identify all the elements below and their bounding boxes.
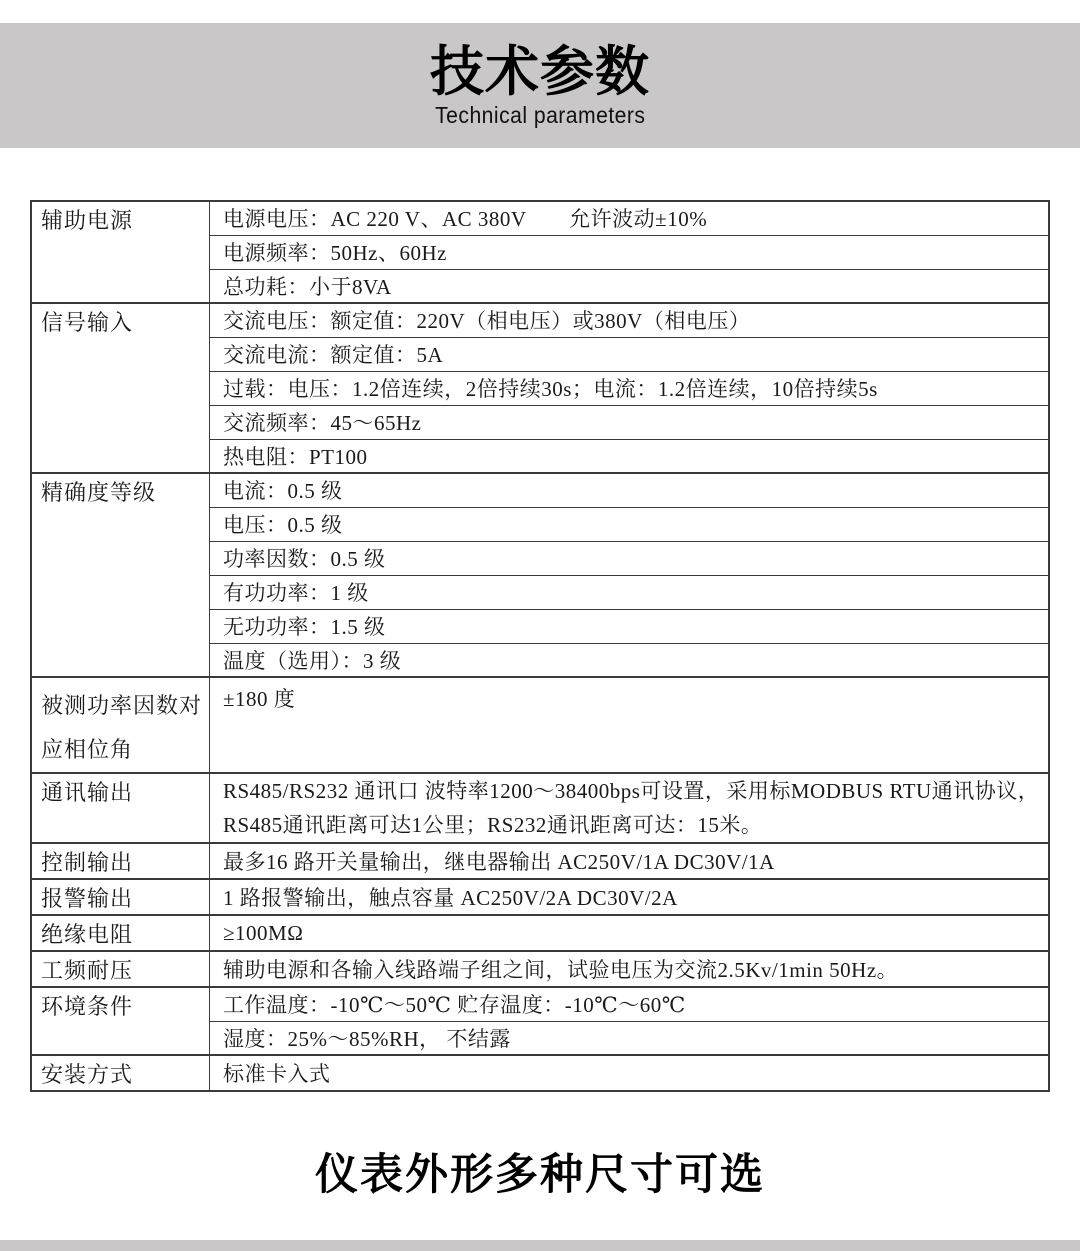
table-row <box>31 987 1049 1021</box>
cell-power-frequency-withstand: 辅助电源和各输入线路端子组之间，试验电压为交流2.5Kv/1min 50Hz。 <box>210 951 1050 987</box>
row-label-signal-input: 信号输入 <box>31 303 210 473</box>
page-subtitle: Technical parameters <box>434 101 646 128</box>
communication-line-1: RS485/RS232 通讯口 波特率1200～38400bps可设置，采用标MODBUS RTU通讯协议， <box>223 779 1040 803</box>
cell-accuracy-current: 电流：0.5 级 <box>210 473 1050 507</box>
table-row <box>31 473 1049 507</box>
cell-insulation-resistance: ≥100MΩ <box>210 915 1050 951</box>
cell-phase-angle-range: ±180 度 <box>210 677 1050 773</box>
table-row <box>31 915 1049 951</box>
cell-ac-current: 交流电流：额定值：5A <box>210 337 1050 371</box>
footer-section-heading: 仪表外形多种尺寸可选 <box>315 1151 765 1199</box>
cell-overload: 过载：电压：1.2倍连续，2倍持续30s；电流：1.2倍连续，10倍持续5s <box>210 371 1050 405</box>
table-row <box>31 843 1049 879</box>
bottom-section-banner <box>0 1240 1080 1251</box>
technical-parameters-table <box>30 200 1050 1092</box>
row-label-auxiliary-power: 辅助电源 <box>31 201 210 303</box>
cell-supply-frequency: 电源频率：50Hz、60Hz <box>210 235 1050 269</box>
cell-control-output: 最多16 路开关量输出，继电器输出 AC250V/1A DC30V/1A <box>210 843 1050 879</box>
communication-line-2: RS485通讯距离可达1公里；RS232通讯距离可达：15米。 <box>223 813 763 837</box>
row-label-measured-pf-phase-angle: 被测功率因数对应相位角 <box>31 677 210 773</box>
row-label-alarm-output: 报警输出 <box>31 879 210 915</box>
table-row <box>31 951 1049 987</box>
table-row <box>31 677 1049 773</box>
cell-communication-output <box>210 773 1050 843</box>
cell-accuracy-temperature: 温度（选用）：3 级 <box>210 643 1050 677</box>
page-title: 技术参数 <box>430 41 650 102</box>
cell-accuracy-active-power: 有功功率：1 级 <box>210 575 1050 609</box>
table-row <box>31 201 1049 235</box>
cell-ac-voltage: 交流电压：额定值：220V（相电压）或380V（相电压） <box>210 303 1050 337</box>
row-label-power-frequency-withstand: 工频耐压 <box>31 951 210 987</box>
table-row <box>31 1055 1049 1091</box>
cell-ac-frequency: 交流频率：45～65Hz <box>210 405 1050 439</box>
cell-operating-temperature: 工作温度：-10℃～50℃ 贮存温度：-10℃～60℃ <box>210 987 1050 1021</box>
table-row <box>31 303 1049 337</box>
table-row <box>31 773 1049 843</box>
cell-total-power-consumption: 总功耗：小于8VA <box>210 269 1050 303</box>
table-row <box>31 879 1049 915</box>
row-label-insulation-resistance: 绝缘电阻 <box>31 915 210 951</box>
cell-accuracy-voltage: 电压：0.5 级 <box>210 507 1050 541</box>
cell-humidity: 湿度：25%～85%RH， 不结露 <box>210 1021 1050 1055</box>
cell-accuracy-reactive-power: 无功功率：1.5 级 <box>210 609 1050 643</box>
cell-rtd: 热电阻：PT100 <box>210 439 1050 473</box>
row-label-accuracy-class: 精确度等级 <box>31 473 210 677</box>
row-label-environment-conditions: 环境条件 <box>31 987 210 1055</box>
cell-supply-voltage: 电源电压：AC 220 V、AC 380V 允许波动±10% <box>210 201 1050 235</box>
cell-alarm-output: 1 路报警输出，触点容量 AC250V/2A DC30V/2A <box>210 879 1050 915</box>
row-label-installation-method: 安装方式 <box>31 1055 210 1091</box>
row-label-control-output: 控制输出 <box>31 843 210 879</box>
row-label-communication-output: 通讯输出 <box>31 773 210 843</box>
top-section-banner <box>0 23 1080 148</box>
cell-installation-method: 标准卡入式 <box>210 1055 1050 1091</box>
cell-accuracy-power-factor: 功率因数：0.5 级 <box>210 541 1050 575</box>
